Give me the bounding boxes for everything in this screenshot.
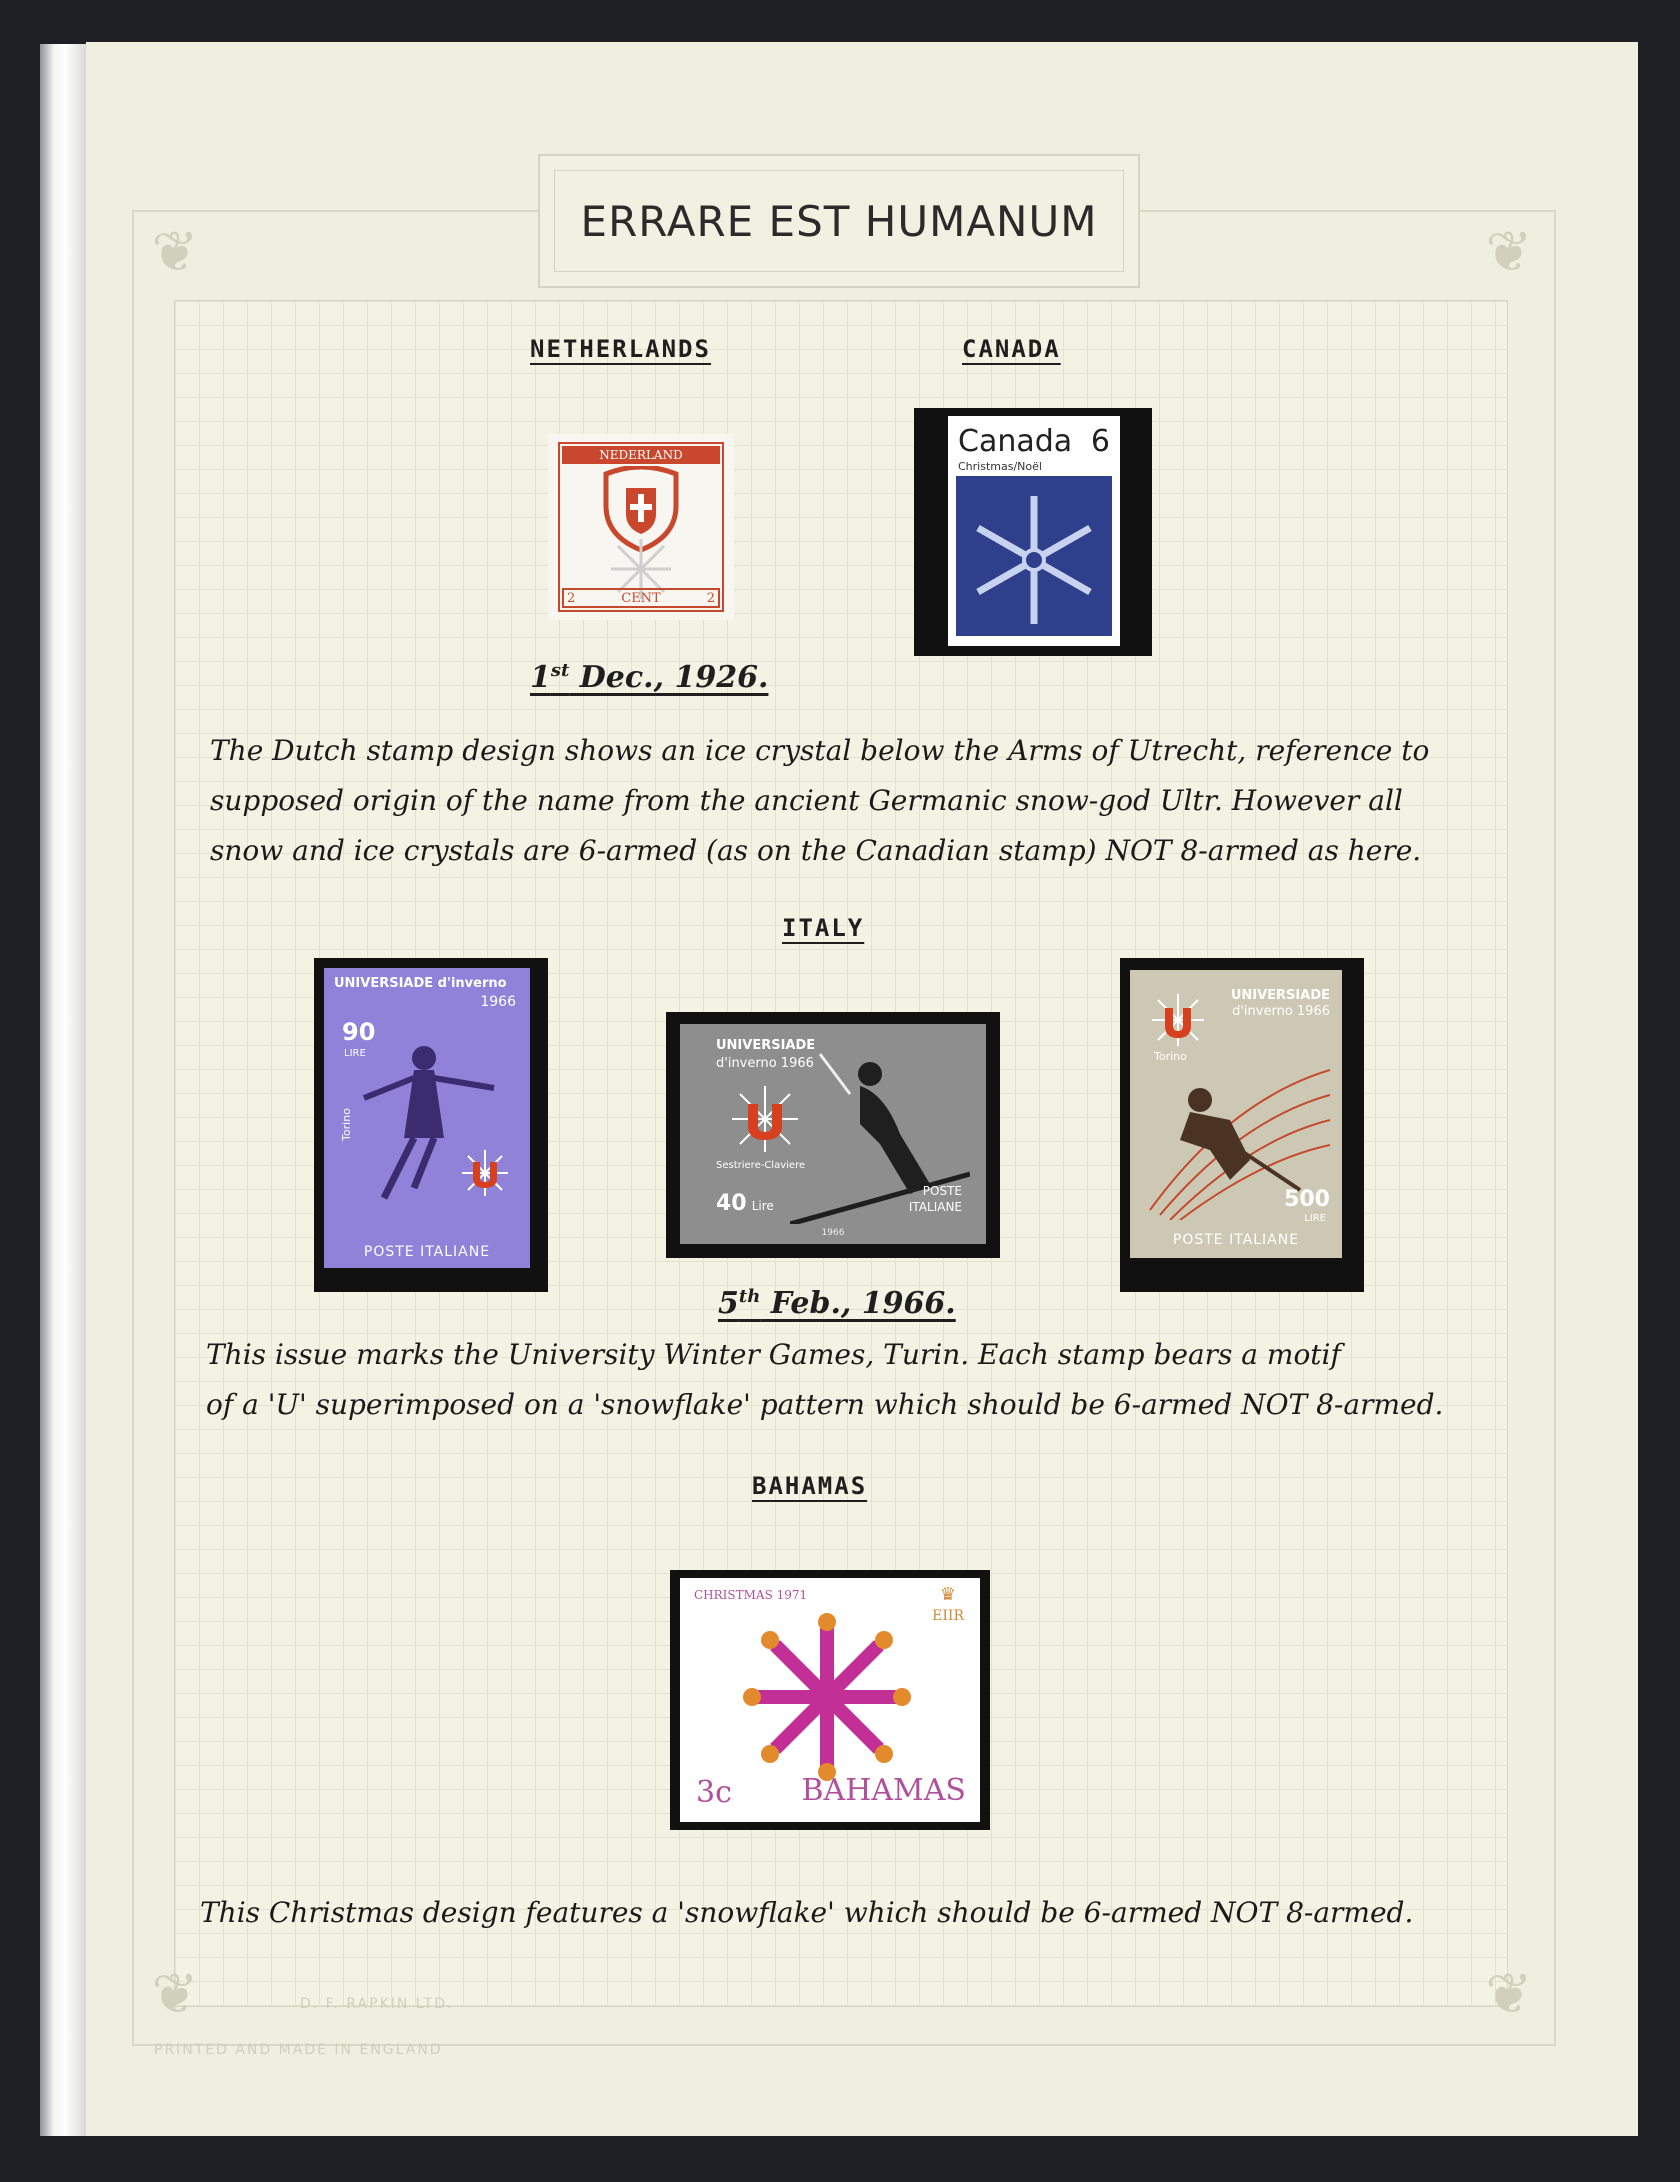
stamp-footer: POSTE ITALIANE	[363, 1244, 491, 1260]
note-bahamas	[200, 1888, 1413, 1938]
stamp-italy-hockey	[1130, 970, 1342, 1258]
heading-netherlands: NETHERLANDS	[530, 335, 711, 363]
stamp-bahamas	[680, 1578, 980, 1822]
stamp-event: UNIVERSIADE	[716, 1038, 816, 1053]
corner-ornament-icon: ❦	[151, 1962, 199, 2027]
note-line: This issue marks the University Winter Games, Turin. Each stamp bears a motif	[206, 1338, 1341, 1371]
stamp-country: BAHAMAS	[801, 1773, 966, 1808]
stamp-city: Torino	[339, 1108, 353, 1141]
stamp-value: 500	[1284, 1187, 1330, 1212]
stamp-country: Canada	[958, 424, 1073, 459]
corner-ornament-icon: ❦	[1485, 1962, 1533, 2027]
u-snowflake-icon	[460, 1148, 510, 1198]
stamp-unit: Lire	[751, 1199, 774, 1213]
stamp-unit: CENT	[621, 590, 661, 606]
stamp-value: 3c	[696, 1775, 732, 1810]
stamp-place: Sestriere-Claviere	[716, 1160, 806, 1171]
stamp-value: 2	[567, 590, 576, 606]
stamp-title: CHRISTMAS 1971	[694, 1588, 808, 1602]
note-line: snow and ice crystals are 6-armed (as on the Canadian stamp) NOT 8-armed as here.	[210, 834, 1422, 867]
stamp-value: 40	[716, 1191, 747, 1216]
note-line: supposed origin of the name from the ancient Germanic snow-god Ultr. However all	[210, 784, 1403, 817]
heading-italy: ITALY	[782, 914, 865, 942]
stamp-unit: LIRE	[344, 1048, 366, 1059]
crown-icon: ♛	[939, 1584, 956, 1605]
stamp-event2: d'inverno 1966	[1232, 1004, 1330, 1019]
note-line: of a 'U' superimposed on a 'snowflake' pattern which should be 6-armed NOT 8-armed.	[206, 1388, 1444, 1421]
corner-ornament-icon: ❦	[151, 220, 199, 285]
stamp-italy-skier	[680, 1024, 986, 1244]
stamp-subtitle: Christmas/Noël	[958, 460, 1042, 473]
stamp-city: Torino	[1154, 1050, 1187, 1063]
title-box	[538, 154, 1140, 288]
stamp-event: UNIVERSIADE	[1230, 988, 1330, 1003]
stamp-canada	[948, 416, 1120, 646]
stamp-value: 6	[1090, 424, 1110, 459]
date-1966: 5th Feb., 1966.	[718, 1286, 956, 1321]
album-binder-edge	[40, 44, 86, 2136]
stamp-year: 1966	[480, 994, 516, 1010]
note-italy	[206, 1330, 1443, 1430]
imprint-origin: PRINTED AND MADE IN ENGLAND	[154, 2042, 443, 2058]
stamp-footer: POSTE ITALIANE	[1172, 1232, 1300, 1248]
note-dutch	[210, 726, 1429, 876]
stamp-footer: ITALIANE	[908, 1200, 962, 1214]
corner-ornament-icon: ❦	[1485, 220, 1533, 285]
note-line: This Christmas design features a 'snowflake' which should be 6-armed NOT 8-armed.	[200, 1896, 1414, 1929]
stamp-event: UNIVERSIADE d'inverno	[334, 976, 507, 991]
stamp-unit: LIRE	[1304, 1213, 1326, 1224]
heading-canada: CANADA	[962, 335, 1061, 363]
stamp-footer: POSTE	[922, 1184, 962, 1198]
stamp-country: NEDERLAND	[562, 446, 720, 464]
stamp-value-right: 2	[706, 590, 715, 606]
stamp-netherlands	[548, 434, 734, 620]
note-line: The Dutch stamp design shows an ice crystal below the Arms of Utrecht, reference to	[210, 734, 1430, 767]
stamp-value: 90	[342, 1018, 376, 1046]
stamp-event2: d'inverno 1966	[716, 1056, 814, 1071]
snowflake-icon	[742, 1612, 912, 1782]
stamp-year: 1966	[821, 1228, 845, 1238]
imprint-maker: D. F. RAPKIN LTD.	[300, 1996, 454, 2012]
stamp-cipher: EIIR	[932, 1608, 964, 1624]
page-title: ERRARE EST HUMANUM	[554, 170, 1124, 272]
date-1926: 1st Dec., 1926.	[530, 660, 769, 695]
heading-bahamas: BAHAMAS	[752, 1472, 868, 1500]
snowflake-icon	[956, 482, 1112, 638]
stamp-italy-skater	[324, 968, 530, 1268]
